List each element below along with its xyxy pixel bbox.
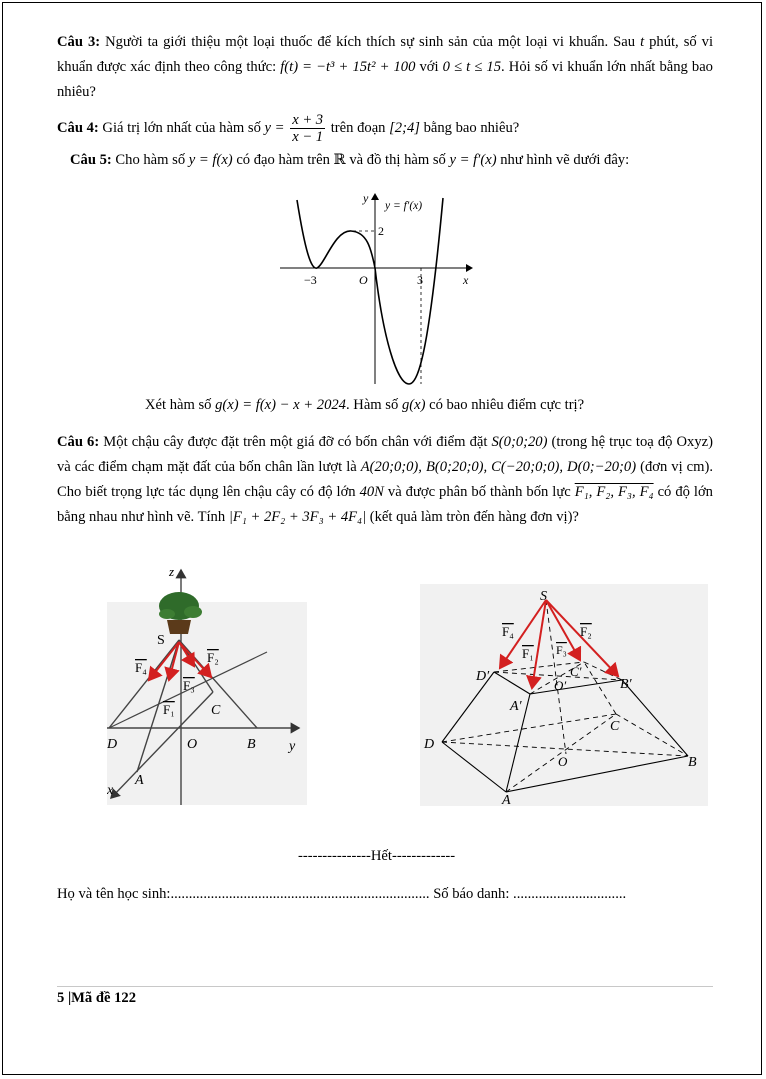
- q3-text1: Người ta giới thiệu một loại thuốc để kích thích sự sinh sản của một loại vi khuẩn. Sau: [105, 34, 641, 50]
- q5-f1: y = f(x): [188, 152, 233, 168]
- q3-t: t: [640, 34, 645, 50]
- q4-label: Câu 4:: [57, 119, 99, 136]
- derivative-graph: [275, 188, 480, 388]
- curve-f-prime: [297, 198, 443, 384]
- fig1-C: C: [211, 703, 221, 718]
- figure-pyramid: [420, 584, 708, 806]
- fig1-D: D: [107, 737, 118, 752]
- q6-text6: (kết quả làm tròn đến hàng đơn vị)?: [366, 509, 579, 525]
- q6-text5: có độ lớn bằng nhau như hình vẽ. Tính: [57, 484, 713, 525]
- graph-tick-minus3: −3: [304, 273, 317, 287]
- q4-numerator: x + 3: [292, 112, 324, 128]
- q4-text2: trên đoạn: [327, 119, 390, 136]
- q5-followup: [145, 397, 584, 414]
- end-marker: ---------------Hết-------------: [298, 848, 456, 864]
- graph-origin: O: [359, 273, 368, 287]
- graph-y-label: y: [363, 191, 369, 205]
- page-footer: 5 |Mã đề 122: [57, 990, 137, 1006]
- graph-curve-label: y = f′(x): [385, 200, 423, 212]
- question-6: [57, 430, 713, 530]
- question-5: [70, 151, 629, 169]
- fig2-A: A: [502, 793, 511, 806]
- q3-text3: . Hỏi số vi khuẩn lớn nhất bằng bao nhiêu?: [57, 59, 713, 100]
- graph-tick-2: 2: [378, 224, 384, 238]
- fig2-S: S: [540, 589, 547, 604]
- q3-with: với: [415, 59, 443, 75]
- q6-text2: (trong hệ trục toạ độ Oxyz) và các điểm chạm mặt đất của bốn chân lần lượt là: [57, 434, 713, 475]
- q3-text2: phút, số vi khuẩn được xác định theo công thức:: [57, 34, 714, 75]
- fig1-S: S: [157, 633, 165, 648]
- q6-expr: |F₁ + 2F₂ + 3F₃ + 4F₄|: [228, 509, 367, 525]
- q6-points: A(20;0;0), B(0;20;0), C(−20;0;0), D(0;−20;0): [360, 459, 637, 475]
- q5-R: ℝ: [333, 152, 346, 168]
- q6-label: Câu 6:: [57, 434, 100, 450]
- q5-after2: . Hàm số: [345, 397, 402, 413]
- q5-gx: g(x): [401, 397, 426, 413]
- q5-after1: Xét hàm số: [145, 397, 216, 413]
- q4-fraction: [290, 112, 325, 145]
- q4-interval: [2;4]: [389, 119, 420, 136]
- q5-text2: có đạo hàm trên: [232, 152, 334, 168]
- footer-rule: [57, 986, 713, 987]
- figure2-background: [420, 584, 708, 806]
- q5-text3: và đồ thị hàm số: [345, 152, 450, 168]
- fig1-y: y: [289, 739, 296, 754]
- q4-text3: bằng bao nhiêu?: [419, 119, 520, 136]
- q4-text1: Giá trị lớn nhất của hàm số: [98, 119, 265, 136]
- student-id-field: Số báo danh: ...............................: [433, 886, 627, 902]
- question-4: [57, 112, 519, 145]
- fig2-Bp: B′: [620, 677, 632, 692]
- fig1-x: x: [107, 783, 114, 798]
- q6-text1: Một chậu cây được đặt trên một giá đỡ có bốn chân với điểm đặt: [99, 434, 492, 450]
- graph-tick-3: 3: [417, 273, 423, 287]
- q6-S: S(0;0;20): [491, 434, 548, 450]
- fig2-C: C: [610, 719, 620, 734]
- q3-domain: 0 ≤ t ≤ 15: [442, 59, 502, 75]
- q5-g: g(x) = f(x) − x + 2024: [215, 397, 346, 413]
- q5-text4: như hình vẽ dưới đây:: [496, 152, 630, 168]
- plant-pot: [167, 620, 191, 634]
- q6-force: 40N: [359, 484, 384, 500]
- fig2-F1: F₁: [522, 646, 534, 661]
- q5-label: Câu 5:: [70, 152, 112, 168]
- q5-after3: có bao nhiêu điểm cực trị?: [425, 397, 585, 413]
- plant-foliage-3: [184, 606, 202, 618]
- fig2-Dp: D′: [476, 669, 490, 684]
- fig1-z: z: [169, 564, 175, 579]
- fig2-Op: O′: [554, 678, 567, 693]
- fig1-F2: F₂: [207, 650, 219, 665]
- fig2-D: D: [424, 737, 435, 752]
- student-name-field: Họ và tên học sinh:.......................................................................: [57, 886, 430, 902]
- q6-vectors: F₁, F₂, F₃, F₄: [574, 484, 654, 500]
- fig2-Cp: C′: [570, 664, 582, 679]
- fig2-F2: F₂: [580, 624, 592, 639]
- plant-foliage-2: [159, 609, 175, 619]
- fig2-F4: F₄: [502, 624, 514, 639]
- q5-f2: y = f′(x): [449, 152, 497, 168]
- q4-denominator: x − 1: [292, 129, 324, 145]
- q6-text4: và được phân bố thành bốn lực: [383, 484, 575, 500]
- student-info: [57, 886, 626, 903]
- q4-y: y =: [264, 119, 285, 136]
- q6-text3: (đơn vị cm). Cho biết trọng lực tác dụng lên chậu cây có độ lớn: [57, 459, 714, 500]
- fig1-F1: F₁: [163, 702, 175, 717]
- question-3: [57, 30, 713, 105]
- fig1-F3: F₃: [183, 678, 195, 693]
- q5-text1: Cho hàm số: [111, 152, 189, 168]
- fig2-B: B: [688, 755, 697, 770]
- q3-label: Câu 3:: [57, 34, 101, 50]
- fig2-O: O: [558, 754, 568, 769]
- fig1-B: B: [247, 737, 256, 752]
- fig1-A: A: [135, 773, 144, 788]
- figure-plant-stand: [107, 562, 307, 805]
- fig2-Ap: A′: [510, 699, 522, 714]
- q3-formula: f(t) = −t³ + 15t² + 100: [280, 59, 416, 75]
- graph-x-label: x: [463, 273, 469, 287]
- fig1-O: O: [187, 737, 198, 752]
- fig1-F4: F₄: [135, 660, 147, 675]
- fig2-F3: F₃: [556, 643, 567, 657]
